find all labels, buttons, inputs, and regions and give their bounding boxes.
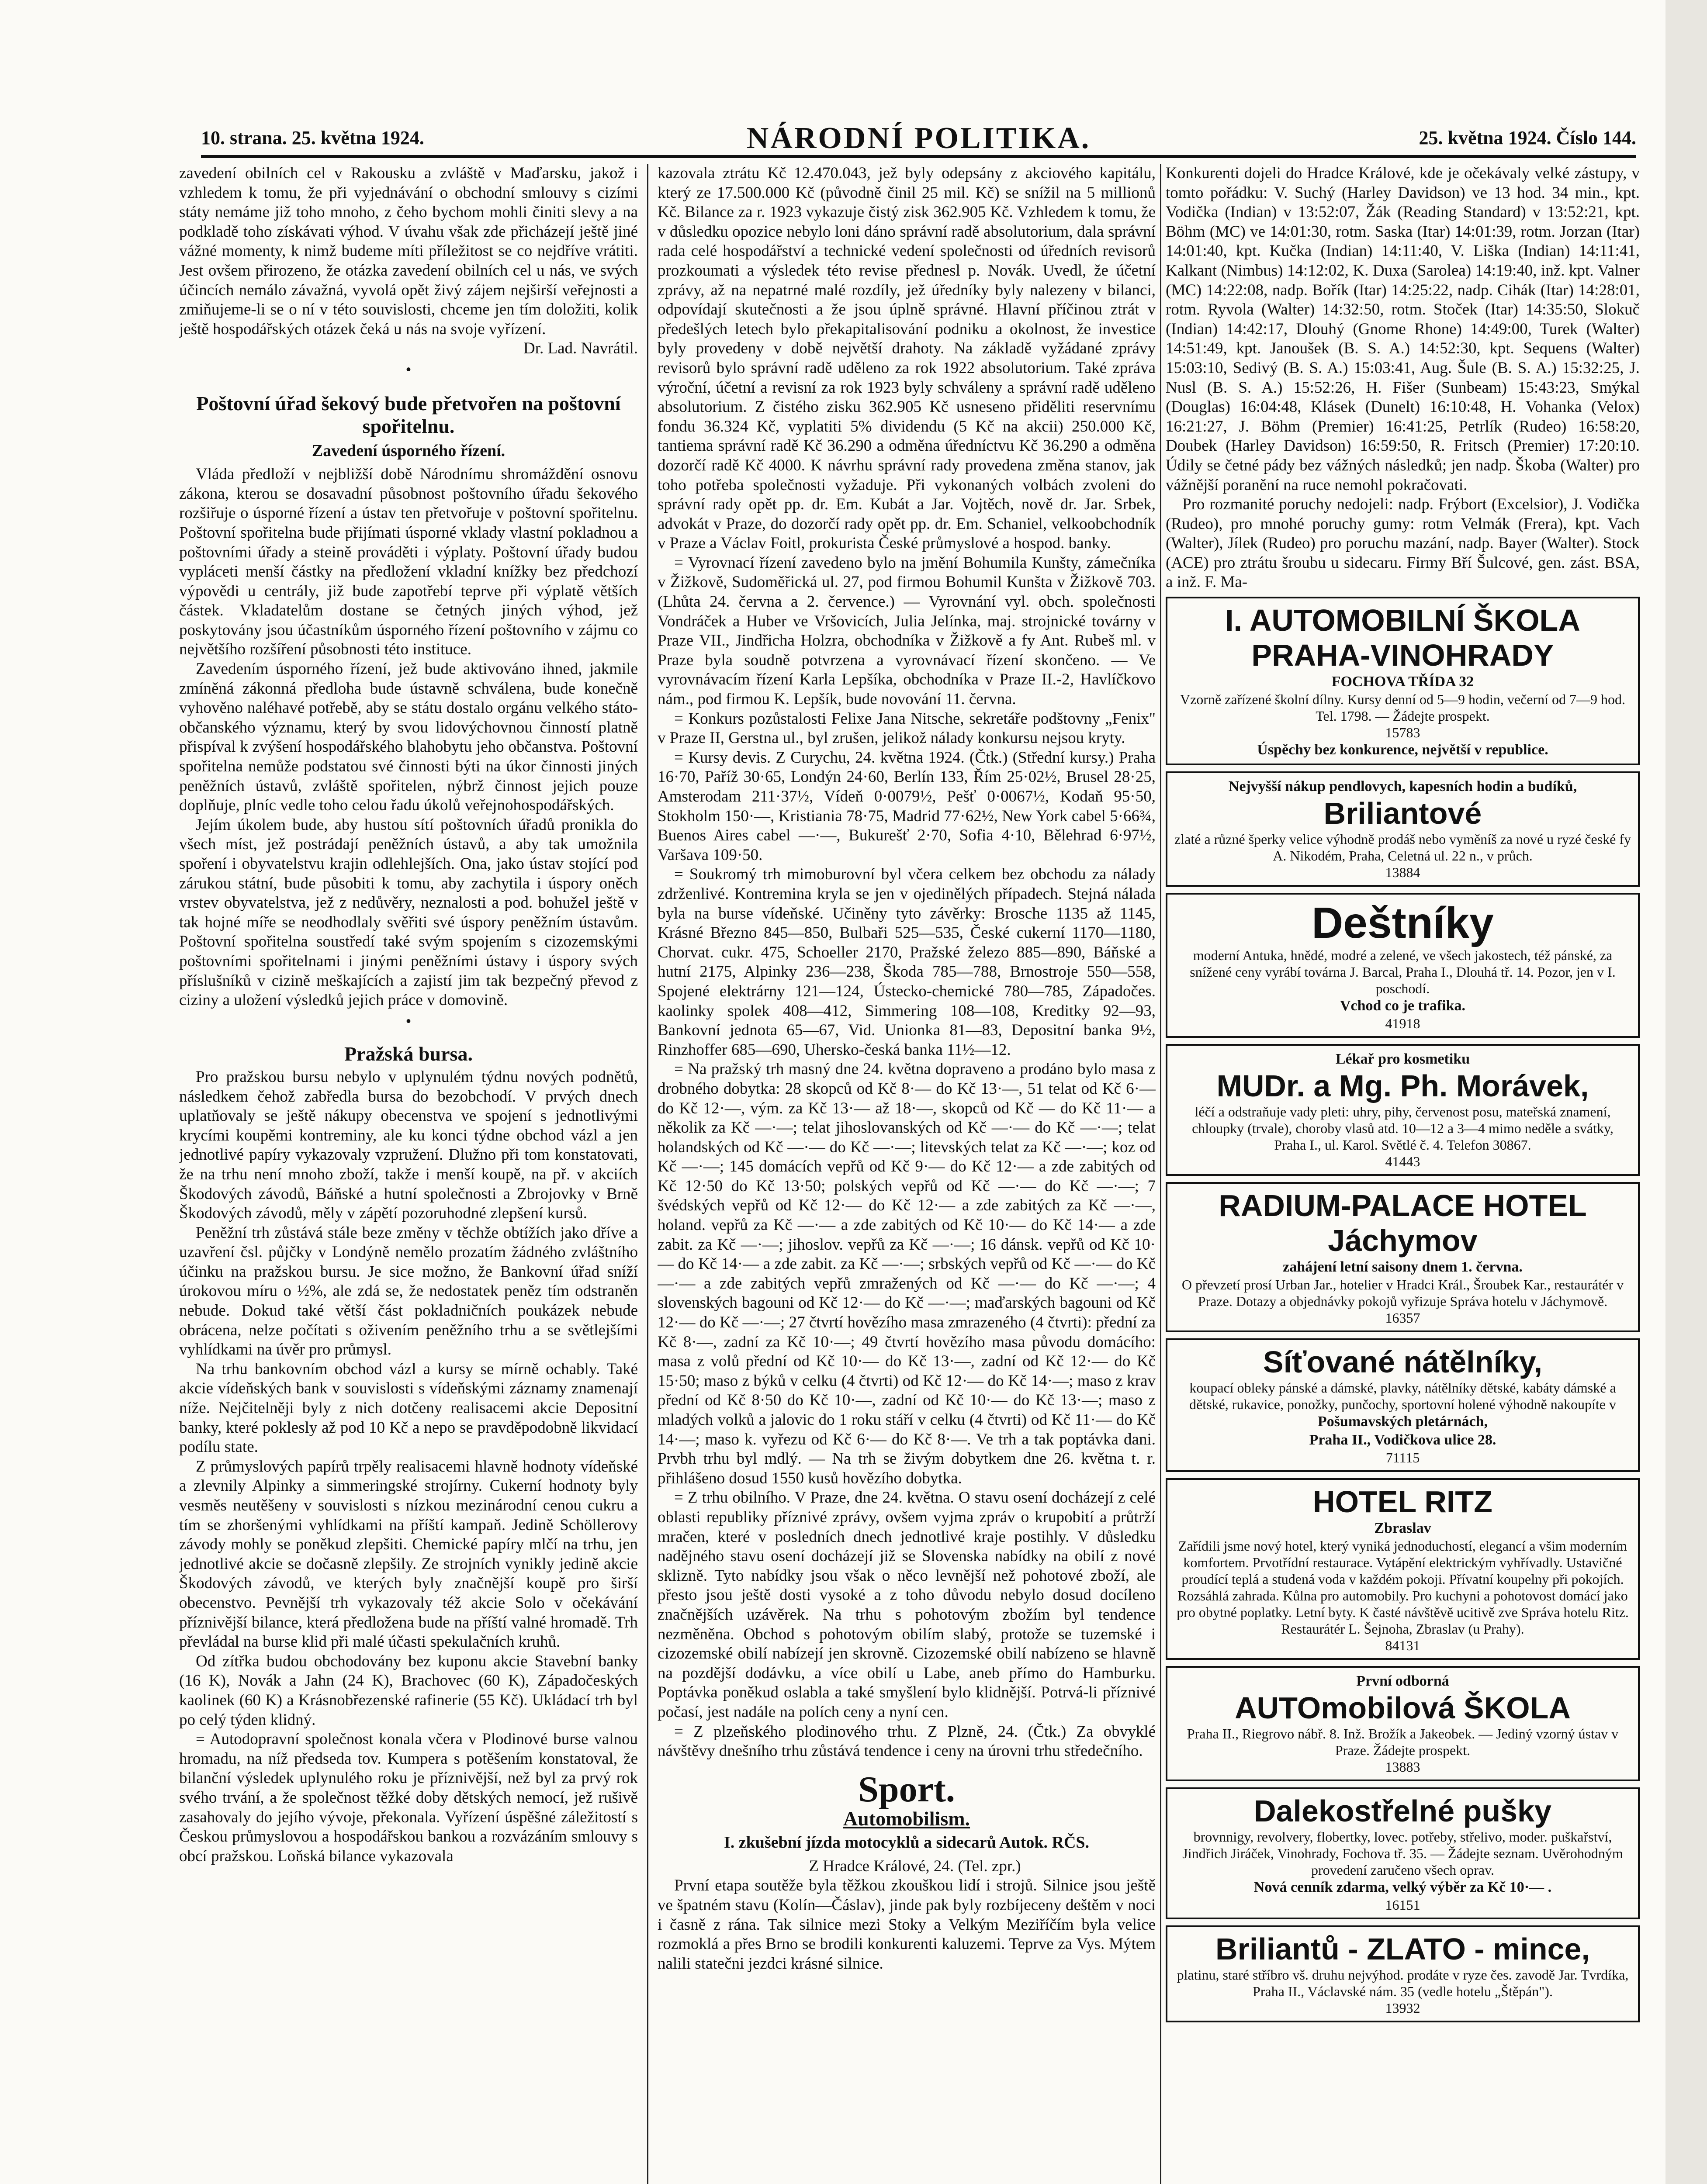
ad-radium-palace-hotel bbox=[1166, 1182, 1640, 1332]
ad-title: PRAHA-VINOHRADY bbox=[1251, 638, 1554, 673]
article-heading: I. zkušební jízda motocyklů a sidecarů Autok. RČS. bbox=[724, 1833, 1090, 1852]
ad-title: Zbraslav bbox=[1374, 1520, 1431, 1537]
ad-text: zlaté a různé šperky velice výhodně prodáš nebo vyměníš za nové u ryzé české fy A. Nikodém, Praha, Celetná ul. 22 n., v průch. bbox=[1174, 831, 1631, 864]
ad-subtitle: zahájení letní saisony dnem 1. června. bbox=[1283, 1259, 1523, 1275]
ad-text: brovnnigy, revolvery, flobertky, lovec. potřeby, střelivo, moder. puškařství, Jindřich Jiráček, Vinohrady, Fochova tř. 35. — Žádejte seznam. Uvěrohodným provedení zaručeno všech oprav. bbox=[1182, 1829, 1623, 1878]
ad-briliants-nikodem bbox=[1166, 771, 1640, 887]
separator: • bbox=[405, 360, 412, 379]
ad-title: HOTEL RITZ bbox=[1313, 1485, 1492, 1519]
ad-title: Síťované nátělníky, bbox=[1263, 1345, 1543, 1379]
column-2 bbox=[658, 164, 1156, 2184]
ad-title: Jáchymov bbox=[1328, 1223, 1478, 1258]
news-item: = Z plzeňského plodinového trhu. Z Plzně, 24. (Čtk.) Za obvyklé návštěvy dnešního trhu zůstává tendence i ceny na úrovni trhu středečního. bbox=[658, 1722, 1156, 1760]
article-paragraph: Pro rozmanité poruchy nedojeli: nadp. Frýbort (Excelsior), J. Vodička (Rudeo), pro mnohé poruchy gumy: rotm Velmák (Frera), kpt. Vach (Walter), Jílek (Rudeo) pro poruchu mazání, nadp. Bayer (Walter). Stock (ACE) pro ztrátu šroubu u sidecaru. Firmy Bří Šulcové, gen. zást. BSA, a inž. F. Ma- bbox=[1166, 495, 1640, 591]
news-item: = Vyrovnací řízení zavedeno bylo na jmění Bohumila Kunšty, zámečníka v Žižkově, Sudoměřická ul. 27, pod firmou Bohumil Kunšta v Žižkově 703. (Lhůta 24. června a 2. července.) — Vyrovnání vyl. obch. společnosti Vondráček a Huber ve Vršovicích, Julia Jelínka, maj. strojnické továrny v Praze VII., Jindřicha Holzra, obchodníka v Žižkově a fy Ant. Rubeš ml. v Praze byla soudně potvrzena a vyrovnávací řízení skončeno. — Ve vyrovnávacím řízení Karla Lepšíka, obchodníka v Praze II.-2, Havlíčkovo nám., pod firmou K. Lepšík, bude novování 11. června. bbox=[658, 553, 1156, 708]
page-edge bbox=[1665, 0, 1707, 2184]
column-1 bbox=[179, 164, 638, 2184]
ad-number: 41918 bbox=[1385, 1016, 1420, 1032]
ad-title: Briliantové bbox=[1323, 796, 1482, 831]
masthead-title: NÁRODNÍ POLITIKA. bbox=[746, 121, 1091, 155]
ad-umbrellas bbox=[1166, 893, 1640, 1038]
ad-number: 13884 bbox=[1385, 864, 1420, 881]
column-rule bbox=[647, 164, 648, 2184]
ad-title: Dalekostřelné pušky bbox=[1254, 1794, 1551, 1828]
ad-number: 84131 bbox=[1385, 1638, 1420, 1654]
ad-number: 13883 bbox=[1385, 1759, 1420, 1775]
ad-address: FOCHOVA TŘÍDA 32 bbox=[1331, 674, 1474, 690]
ad-title: MUDr. a Mg. Ph. Morávek, bbox=[1216, 1069, 1589, 1103]
news-item: = Soukromý trh mimoburovní byl včera celkem bez obchodu za nálady zdrženlivé. Kontremina kryla se jen v ojedinělých případech. Stejná nálada byla na burse vídeňské. Učiněny tyto závěrky: Brosche 1135 až 1145, Krásné Březno 845—850, Bulbaři 525—535, České cukerní 1170—1180, Chorvat. cukr. 475, Schoeller 2170, Pražské železo 885—890, Báňské a hutní 2175, Alpinky 236—238, Škoda 785—788, Brnostroje 550—558, Spojené elektrárny 121—124, Ústecko-chemické 780—785, Západočes. kaolinky spolek 408—412, Simmering 108—108, Kreditky 92—93, Bankovní jednota 65—67, Vid. Unionka 81—83, Depositní banka 9½, Rinzhoffer 685—690, Uhersko-česká banka 11½—12. bbox=[658, 865, 1156, 1059]
ad-hotel-ritz bbox=[1166, 1478, 1640, 1660]
section-subheading: Automobilism. bbox=[843, 1807, 970, 1830]
ad-title: AUTOmobilová ŠKOLA bbox=[1235, 1691, 1571, 1725]
article-signature: Dr. Lad. Navrátil. bbox=[523, 339, 638, 358]
ad-text: Praha II., Riegrovo nábř. 8. Inž. Brožík a Jakeobek. — Jediný vzorný ústav v Praze. Žádejte prospekt. bbox=[1187, 1726, 1619, 1759]
article-paragraph: kazovala ztrátu Kč 12.470.043, jež byly odepsány z akciového kapitálu, který ze 17.500.000 Kč (původně činil 25 mil. Kč) se snížil na 5 millionů Kč. Bilance za r. 1923 vykazuje čistý zisk 362.905 Kč. Vzhledem k tomu, že v důsledku opozice nebylo loni dáno správní radě absolutorium, dala správní rada celé hospodářství a technické vedení společnosti od úředních revisorů prozkoumati a výsledek této revise přednesl p. Novák. Uvedl, že účetní zprávy, až na nepatrné malé rozdíly, jež úředníky byly nalezeny v bilanci, odpovídají skutečnosti a že jsou úplně správné. Hlavní příčinou ztrát v předešlých letech bylo překapitalisování podniku a okolnost, že investice byly provedeny v době největší drahoty. Na základě vyžádané zprávy revisorů bylo správní radě uděleno za rok 1922 absolutorium. Také zpráva výroční, účetní a revisní za rok 1923 byly schváleny a správní radě uděleno absolutorium. Z čistého zisku 362.905 Kč usneseno přiděliti reservnímu fondu 36.324 Kč, vyplatiti 5% dividendu (5 Kč na akcii) 250.000 Kč, tantiema správní radě Kč 36.290 a odměna úředníctvu Kč 36.290 a odměna dozorčí radě Kč 4000. K návrhu správní rady provedena změna stanov, jak toho potřeba společnosti vyžaduje. Při vykonaných volbách zvoleni do správní rady opět pp. dr. Em. Kubát a Jar. Vojtěch, nově dr. Jar. Srbek, advokát v Praze, do dozorčí rady opět pp. dr. Em. Schaniel, velkoobchodník v Praze a Václav Foitl, prokurista České průmyslové a hospod. banky. bbox=[658, 164, 1156, 553]
article-paragraph: Peněžní trh zůstává stále beze změny v těchže obtížích jako dříve a uzavření čsl. půjčky v Londýně nemělo prozatím žádného zvláštního účinku na pražskou bursu. Je sice možno, že Bankovní úřad sníží úrokovou míru o ½%, ale zdá se, že nedostatek peněz tím odstraněn nebude. Dokud také větší část pokladničních poukázek nebude obrácena, nelze počítati s oživením peněžního trhu a se světlejšími vyhlídkami na úvěr pro průmysl. bbox=[179, 1223, 638, 1359]
ad-automobile-school bbox=[1166, 597, 1640, 765]
ad-title: Nejvyšší nákup pendlovych, kapesních hodin a budíků, bbox=[1228, 778, 1577, 795]
ad-number: 71115 bbox=[1385, 1450, 1420, 1466]
header-page-date: 10. strana. 25. května 1924. bbox=[201, 127, 424, 149]
article-heading: Poštovní úřad šekový bude přetvořen na poštovní spořitelnu. bbox=[196, 392, 621, 437]
ad-title: Lékař pro kosmetiku bbox=[1335, 1051, 1470, 1068]
section-heading-sport: Sport. bbox=[858, 1769, 955, 1810]
ad-title: RADIUM-PALACE HOTEL bbox=[1219, 1189, 1587, 1223]
article-paragraph: Z průmyslových papírů trpěly realisacemi hlavně hodnoty vídeňské a zlevnily Alpinky a simmeringské strojírny. Cukerní hodnoty byly vesměs neutěšeny v souvislosti s nízkou mezinárodní cenou cukru a tím se zhoršenými vyhlídkami na příští kampaň. Jedině Schöllerovy závody mohly se poněkud zlepšiti. Chemické papíry mlčí na trhu, jen jednotlivé akcie se dočasně zlepšily. Ze strojních vynikly jedině akcie Škodových závodů, ve kterých byly značnější koupě pro širší obecenstvo. Pevnější trh vykazovaly též akcie Solo v očekávání příznivější bilance, která předložena bude na příští valné hromadě. Trh převládal na burse klid při malé účasti spekulačních kruhů. bbox=[179, 1457, 638, 1651]
ad-number: 41443 bbox=[1385, 1154, 1420, 1170]
ad-title: První odborná bbox=[1356, 1673, 1449, 1690]
ad-gold-coins bbox=[1166, 1925, 1640, 2022]
ad-text: Vzorně zařízené školní dílny. Kursy denní od 5—9 hodin, večerní od 7—9 hod. Tel. 1798. — Žádejte prospekt. bbox=[1180, 691, 1626, 724]
ad-text: Zařídili jsme nový hotel, který vyniká jednoduchostí, elegancí a všim moderním komfortem. Prvotřídní restaurace. Vytápění elektrickým vyhřívadly. Ustavičné proudící teplá a studená voda v každém pokoji. Přívatní koupelny při pokojích. Rozsáhlá zahrada. Kůlna pro automobily. Pro kuchyni a pohotovost domácí jako pro obytné poplatky. Letní byty. K časté návštěvě ucitivě zve Správa hotelu Ritz. Restaurátér L. Šejnoha, Zbraslav (u Prahy). bbox=[1177, 1538, 1629, 1637]
article-paragraph: Od zítřka budou obchodovány bez kuponu akcie Stavební banky (16 K), Novák a Jahn (24 K), Brachovec (60 K), Západočeských kaolinek (60 K) a Krásnobřezenské rafinerie (55 Kč). Ukládací trh byl po celý týden klidný. bbox=[179, 1652, 638, 1729]
ad-text: koupací obleky pánské a dámské, plavky, nátělníky dětské, kabáty dámské a dětské, rukavice, ponožky, punčochy, sportovní holené výhodně nakoupíte v bbox=[1189, 1380, 1616, 1413]
article-dateline: Z Hradce Králové, 24. (Tel. zpr.) bbox=[809, 1857, 1021, 1875]
header-issue: 25. května 1924. Číslo 144. bbox=[1419, 127, 1636, 149]
ad-note: Úspěchy bez konkurence, největší v republice. bbox=[1257, 742, 1548, 758]
article-paragraph: Na trhu bankovním obchod vázl a kursy se mírně ochably. Také akcie vídeňských bank v souvislosti s vídeňskými záznamy znamenají níže. Nejčitelněji byly z nich dotčeny realisacemi akcie Depositní banky, které poklesly až pod 10 Kč a nepo se pravděpodobně likvidací podílu state. bbox=[179, 1360, 638, 1456]
article-paragraph: Zavedením úsporného řízení, jež bude aktivováno ihned, jakmile zmíněná zákonná předloha bude ústavně schválena, bude konečně vyhověno naléhavé potřebě, aby se státu dostalo orgánu velkého státo-občanského významu, který by svou lidovýchovnou činností platně přispíval k zvýšení hospodářského blahobytu jeho občanstva. Poštovní spořitelna nemůže podstatou své činnosti býti na úkor činnosti jiných peněžních ústavů, zvláště spořitelen, nýbrž činnost jejich pouze doplňuje, plníc vedle toho celou řadu úkolů veřejnohospodářských. bbox=[179, 660, 638, 815]
article-paragraph: Jejím úkolem bude, aby hustou sítí poštovních úřadů pronikla do všech míst, jež postrádají peněžních ústavů, a aby tak umožnila spoření i obyvatelstvu krajin odlehlejších. Ona, jako ústav stojící pod zárukou státní, bude působiti k tomu, aby zachytila i úspory oněch vrstev obyvatelstva, jež z nedůvěry, neznalosti a pod. bohužel ještě v tak hojné míře se neodhodlaly svěřiti své úspory peněžním ústavům. Poštovní spořitelna soustředí také svým spojením s cizozemskými poštovními spořitelnami i jinými peněžními ústavy i úspory svých příslušníků v cizině meškajících a zajistí jim tak bezpečný převod z ciziny a uložení výsledků jejich práce v domovině. bbox=[179, 816, 638, 1009]
article-paragraph: Konkurenti dojeli do Hradce Králové, kde je očekávaly velké zástupy, v tomto pořádku: V. Suchý (Harley Davidson) ve 13 hod. 34 min., kpt. Vodička (Indian) v 13:52:07, Žák (Reading Standard) v 13:52:21, kpt. Böhm (MC) ve 14:01:30, rotm. Saska (Itar) 14:01:39, rotm. Jorzan (Itar) 14:01:40, kpt. Kučka (Indian) 14:11:40, V. Liška (Indian) 14:11:41, Kalkant (Nimbus) 14:12:02, K. Duxa (Sarolea) 14:19:40, inž. kpt. Valner (MC) 14:22:08, nadp. Bořík (Itar) 14:25:22, nadp. Cihák (Itar) 14:28:01, rotm. Ryvola (Walter) 14:32:50, rotm. Stoček (Itar) 14:35:50, Slokuč (Indian) 14:42:17, Dlouhý (Gnome Rhone) 14:49:00, Turek (Walter) 14:51:49, kpt. Janoušek (B. S. A.) 14:52:30, kpt. Sequens (Walter) 15:03:10, Sedivý (B. S. A.) 15:03:41, Aug. Šule (B. S. A.) 15:32:25, J. Nusl (B. S. A.) 15:52:26, H. Fišer (Sunbeam) 15:43:23, Smýkal (Douglas) 16:04:48, Klásek (Dunelt) 16:10:48, H. Vohanka (Velox) 16:21:27, J. Böhm (Premier) 16:41:25, Petrlík (Rudeo) 16:58:20, Doubek (Harley Davidson) 16:59:50, R. Fritsch (Premier) 17:20:10. Údily se četné pády bez vážných následků; jen nadp. Škoba (Walter) pro vážnější poranění na ruce nemohl pokračovati. bbox=[1166, 164, 1640, 494]
ad-address: Praha II., Vodičkova ulice 28. bbox=[1309, 1432, 1496, 1448]
ad-note: Vchod co je trafika. bbox=[1340, 998, 1466, 1014]
ad-number: 16357 bbox=[1385, 1310, 1420, 1326]
news-item: = Kursy devis. Z Curychu, 24. května 1924. (Čtk.) (Střední kursy.) Praha 16·70, Paříž 30·65, Londýn 24·60, Berlín 133, Řím 25·02½, Brusel 28·25, Amsterodam 211·37½, Vídeň 0·0079½, Pešť 0·0067½, Kodaň 95·50, Stokholm 150·—, Kristiania 78·75, Madrid 77·62½, New York cabel 5·66¾, Buenos Aires cabel —·—, Bukurešť 2·70, Sofia 4·10, Bělehrad 6·97½, Varšava 109·50. bbox=[658, 748, 1156, 864]
article-paragraph: Pro pražskou bursu nebylo v uplynulém týdnu nových podnětů, následkem čehož zabředla bursa do bezobchodí. V prvých dnech uplatňovaly se ještě nákupy obecenstva ve spojení s jednotlivými krycími koupěmi kontreminy, ale ku konci týdne obchod vázl a jen jednotlivé papíry vykazovaly vzpružení. Dlužno při tom konstatovati, že na trhu není mnoho zboží, takže i menší koupě, na př. v akciích Škodových závodů, Báňské a hutní společnosti a Zbrojovky v Brně Škodových závodů, měly v zápětí pozoruhodné zlepšení kursů. bbox=[179, 1068, 638, 1223]
article-paragraph: zavedení obilních cel v Rakousku a zvláště v Maďarsku, jakož i vzhledem k tomu, že při vyjednávání o obchodní smlouvy s cizími státy nemáme již toho mnoho, z čeho bychom mohli činiti slevy a na podkladě toho získávati výhod. V úvahu však zde přicházejí ještě jiné vážné momenty, k nimž budeme míti příležitost se co nejdříve vrátiti. Jest ovšem přirozeno, že otázka zavedení obilních cel u nás, ve svých účincích nemálo závažná, vyvolá opět živý zájem nejširší veřejnosti a zmiňujeme-li se o ní v této souvislosti, chceme jen tím doložiti, kolik ještě hospodářských otázek čeká u nás na svoje vyřízení. bbox=[179, 164, 638, 338]
article-heading: Pražská bursa. bbox=[344, 1043, 473, 1065]
ad-underwear bbox=[1166, 1338, 1640, 1472]
ad-title: I. AUTOMOBILNÍ ŠKOLA bbox=[1225, 603, 1580, 638]
ad-title: Deštníky bbox=[1312, 898, 1494, 948]
ad-text: léčí a odstraňuje vady pleti: uhry, pihy, červenost posu, mateřská znamení, chloupky (trvale), choroby vlasů atd. 10—12 a 3—4 mimo neděle a svátky, Praha I., ul. Karol. Světlé č. 4. Telefon 30867. bbox=[1192, 1104, 1614, 1153]
ad-text: O převzetí prosí Urban Jar., hotelier v Hradci Král., Šroubek Kar., restaurátér v Praze. Dotazy a objednávky pokojů vyřizuje Správa hotelu v Jáchymově. bbox=[1181, 1277, 1624, 1310]
article-subheading: Zavedení úsporného řízení. bbox=[312, 441, 506, 460]
article-paragraph: Vláda předloží v nejbližší době Národnímu shromáždění osnovu zákona, kterou se dosavadní působnost poštovního úřadu šekového rozšiřuje o úsporné řízení a ústav ten přetvořuje v poštovní spořitelnu. Poštovní spořitelna bude přijímati úsporné vklady vlastní pokladnou a poštovními úřady a steině prováděti i výplaty. Poštovní úřady budou vypláceti menší částky na předložení vkladní knížky bez předchozí výpovědi u centrály, již bude zapotřebí teprve při výplatě větších částek. Vkladatelům dostane se četných jiných výhod, jež poskytovány jsou účastníkům úsporného řízení poštovního v zájmu co největšího rozšíření působnosti této instituce. bbox=[179, 465, 638, 659]
article-paragraph: = Autodopravní společnost konala včera v Plodinové burse valnou hromadu, na níž předseda tov. Kumpera s potěšením konstatoval, že bilanční výsledek uplynulého roku je příznivější, než byl za prvý rok svého trvání, a že společnost těžké doby dětských nemocí, jež rušivě zasahovaly do jejího vývoje, překonala. Vyřízení úspěšné záležitostí s Českou průmyslovou a hospodářskou bankou a rozvázáním smlouvy s obcí pražskou. Loňská bilance vykazovala bbox=[179, 1730, 638, 1865]
separator: • bbox=[405, 1012, 412, 1030]
ad-text: platinu, staré stříbro vš. druhu nejvýhod. prodáte v ryze čes. zavodě Jar. Tvrdíka, Praha II., Václavské nám. 35 (vedle hotelu „Štěpán"). bbox=[1177, 1967, 1629, 2000]
ad-number: 16151 bbox=[1385, 1897, 1420, 1913]
column-3 bbox=[1166, 164, 1640, 2184]
ad-note: Nová cenník zdarma, velký výběr za Kč 10·— . bbox=[1253, 1879, 1552, 1896]
ad-rifles bbox=[1166, 1787, 1640, 1919]
newspaper-header bbox=[201, 121, 1636, 158]
column-rule bbox=[1160, 164, 1161, 2184]
article-paragraph: První etapa soutěže byla těžkou zkouškou lidí i strojů. Silnice jsou ještě ve špatném stavu (Kolín—Čáslav), jinde pak byly rozbíjeceny deštěm v noci i časně z rána. Tak silnice mezi Stoky a Velkým Meziříčím byla velice rozmoklá a přes Brno se brodili konkurenti kaluzemi. Teprve za Vys. Mýtem nalili statečni jezdci krásné silnice. bbox=[658, 1876, 1156, 1973]
news-item: = Z trhu obilního. V Praze, dne 24. května. O stavu osení docházejí z celé oblasti republiky příznivé zprávy, ovšem vyjma zpráv o krupobití a průtrží mračen, které v posledních dnech jednotlivé kraje postihly. V důsledku nadějného stavu osení docházejí již se Slovenska nabídky na obilí z nové sklizně. Tyto nabídky jsou však o něco levnější než pohotové zboží, ale přesto jsou ještě dosti vysoké a z toho důvodu nebylo dosud docíleno značnějších uzávěrek. Na trhu s pohotovým zbožím byl tendence nezměněna. Obchod s pohotovým obilím slabý, protože se tuzemské i cizozemské obilí nabízejí jen skrovně. Cizozemské obilí nabízeno se hlavně na pozdější dodávku, a více obilí u Labe, aneb přímo do Hamburku. Poptávka poněkud oslabla a také smyšlení bylo klidnější. Potrvá-li příznivé počasí, jest nadále na polích ceny a nyní cen. bbox=[658, 1489, 1156, 1721]
ad-number: 15783 bbox=[1385, 725, 1420, 741]
ad-number: 13932 bbox=[1385, 2000, 1420, 2016]
ad-title: Briliantů - ZLATO - mince, bbox=[1215, 1932, 1590, 1966]
news-item: = Konkurs pozůstalosti Felixe Jana Nitsche, sekretáře podštovny „Fenix" v Praze II, Gerstna ul., byl zrušen, jelikož nálady konkursu nejsou kryty. bbox=[658, 709, 1156, 747]
ad-title: Pošumavských pletárnách, bbox=[1317, 1413, 1488, 1430]
ad-auto-school bbox=[1166, 1666, 1640, 1781]
ad-cosmetics-doctor bbox=[1166, 1044, 1640, 1176]
ad-text: moderní Antuka, hnědé, modré a zelené, ve všech jakostech, též pánské, za snížené ceny vyrábí továrna J. Barcal, Praha I., Dlouhá tř. 14. Pozor, jen v I. poschodí. bbox=[1190, 947, 1616, 997]
news-item: = Na pražský trh masný dne 24. května dopraveno a prodáno bylo masa z drobného dobytka: 28 skopců od Kč 8·— do Kč 13·—, 51 telat od Kč 6·— do Kč 12·—, vým. za Kč 13·— až 18·—, skopců od Kč — do Kč 11·— a několik za Kč —·—; telat jihoslovanských od Kč —·— do Kč —·—; telat holandských od Kč —·— do Kč —·—; litevských telat za Kč —·—; koz od Kč —·—; 145 domácích vepřů od Kč 9·— do Kč 12·— a zde zabitých od Kč 12·50 do Kč 13·50; polských vepřů od Kč —·— do Kč —·—; 7 švédských vepřů od Kč 12·— do Kč 12·— a zde zabitých za Kč —·—, holand. vepřů za Kč —·— a zde zabitých od Kč 10·— do Kč 14·— a zde zabit. za Kč —·—; jihoslov. vepřů za Kč —·—; 16 dánsk. vepřů od Kč 10·— do Kč 14·— a zde zabit. za Kč —·—; srbských vepřů od Kč —·— do Kč —·— a zde zabitých vepřů zmražených od Kč —·— do Kč —·—; 4 slovenských bagouni od Kč 12·— do Kč —·—; maďarských bagouni od Kč 12·— do Kč —·—; 27 čtvrtí hovězího masa zmrazeného (4 čtvrti): přední za Kč 8·—, zadní za Kč 10·—; 49 čtvrtí hovězího masa původu domácího: masa z volů přední od Kč 10·— do Kč 13·—, zadní od Kč 12·— do Kč 15·50; maso z býků v celku (4 čtvrti) od Kč 12·— do Kč 14·—; maso z krav přední od Kč 8·50 do Kč 10·—, zadní od Kč 10·— do Kč 13·—; maso z mladých volků a jalovic do 1 roku stáří v celku (4 čtvrti) od Kč 11·— do Kč 14·—; maso k. vyřezu od Kč 6·— do Kč 8·—. Ve trh a tak poptávka dani. Prvbh trhu byl mdlý. — Na trh se živým dobytkem dne 26. května t. r. přihlášeno dosud 1550 kusů hovězího dobytka. bbox=[658, 1060, 1156, 1487]
